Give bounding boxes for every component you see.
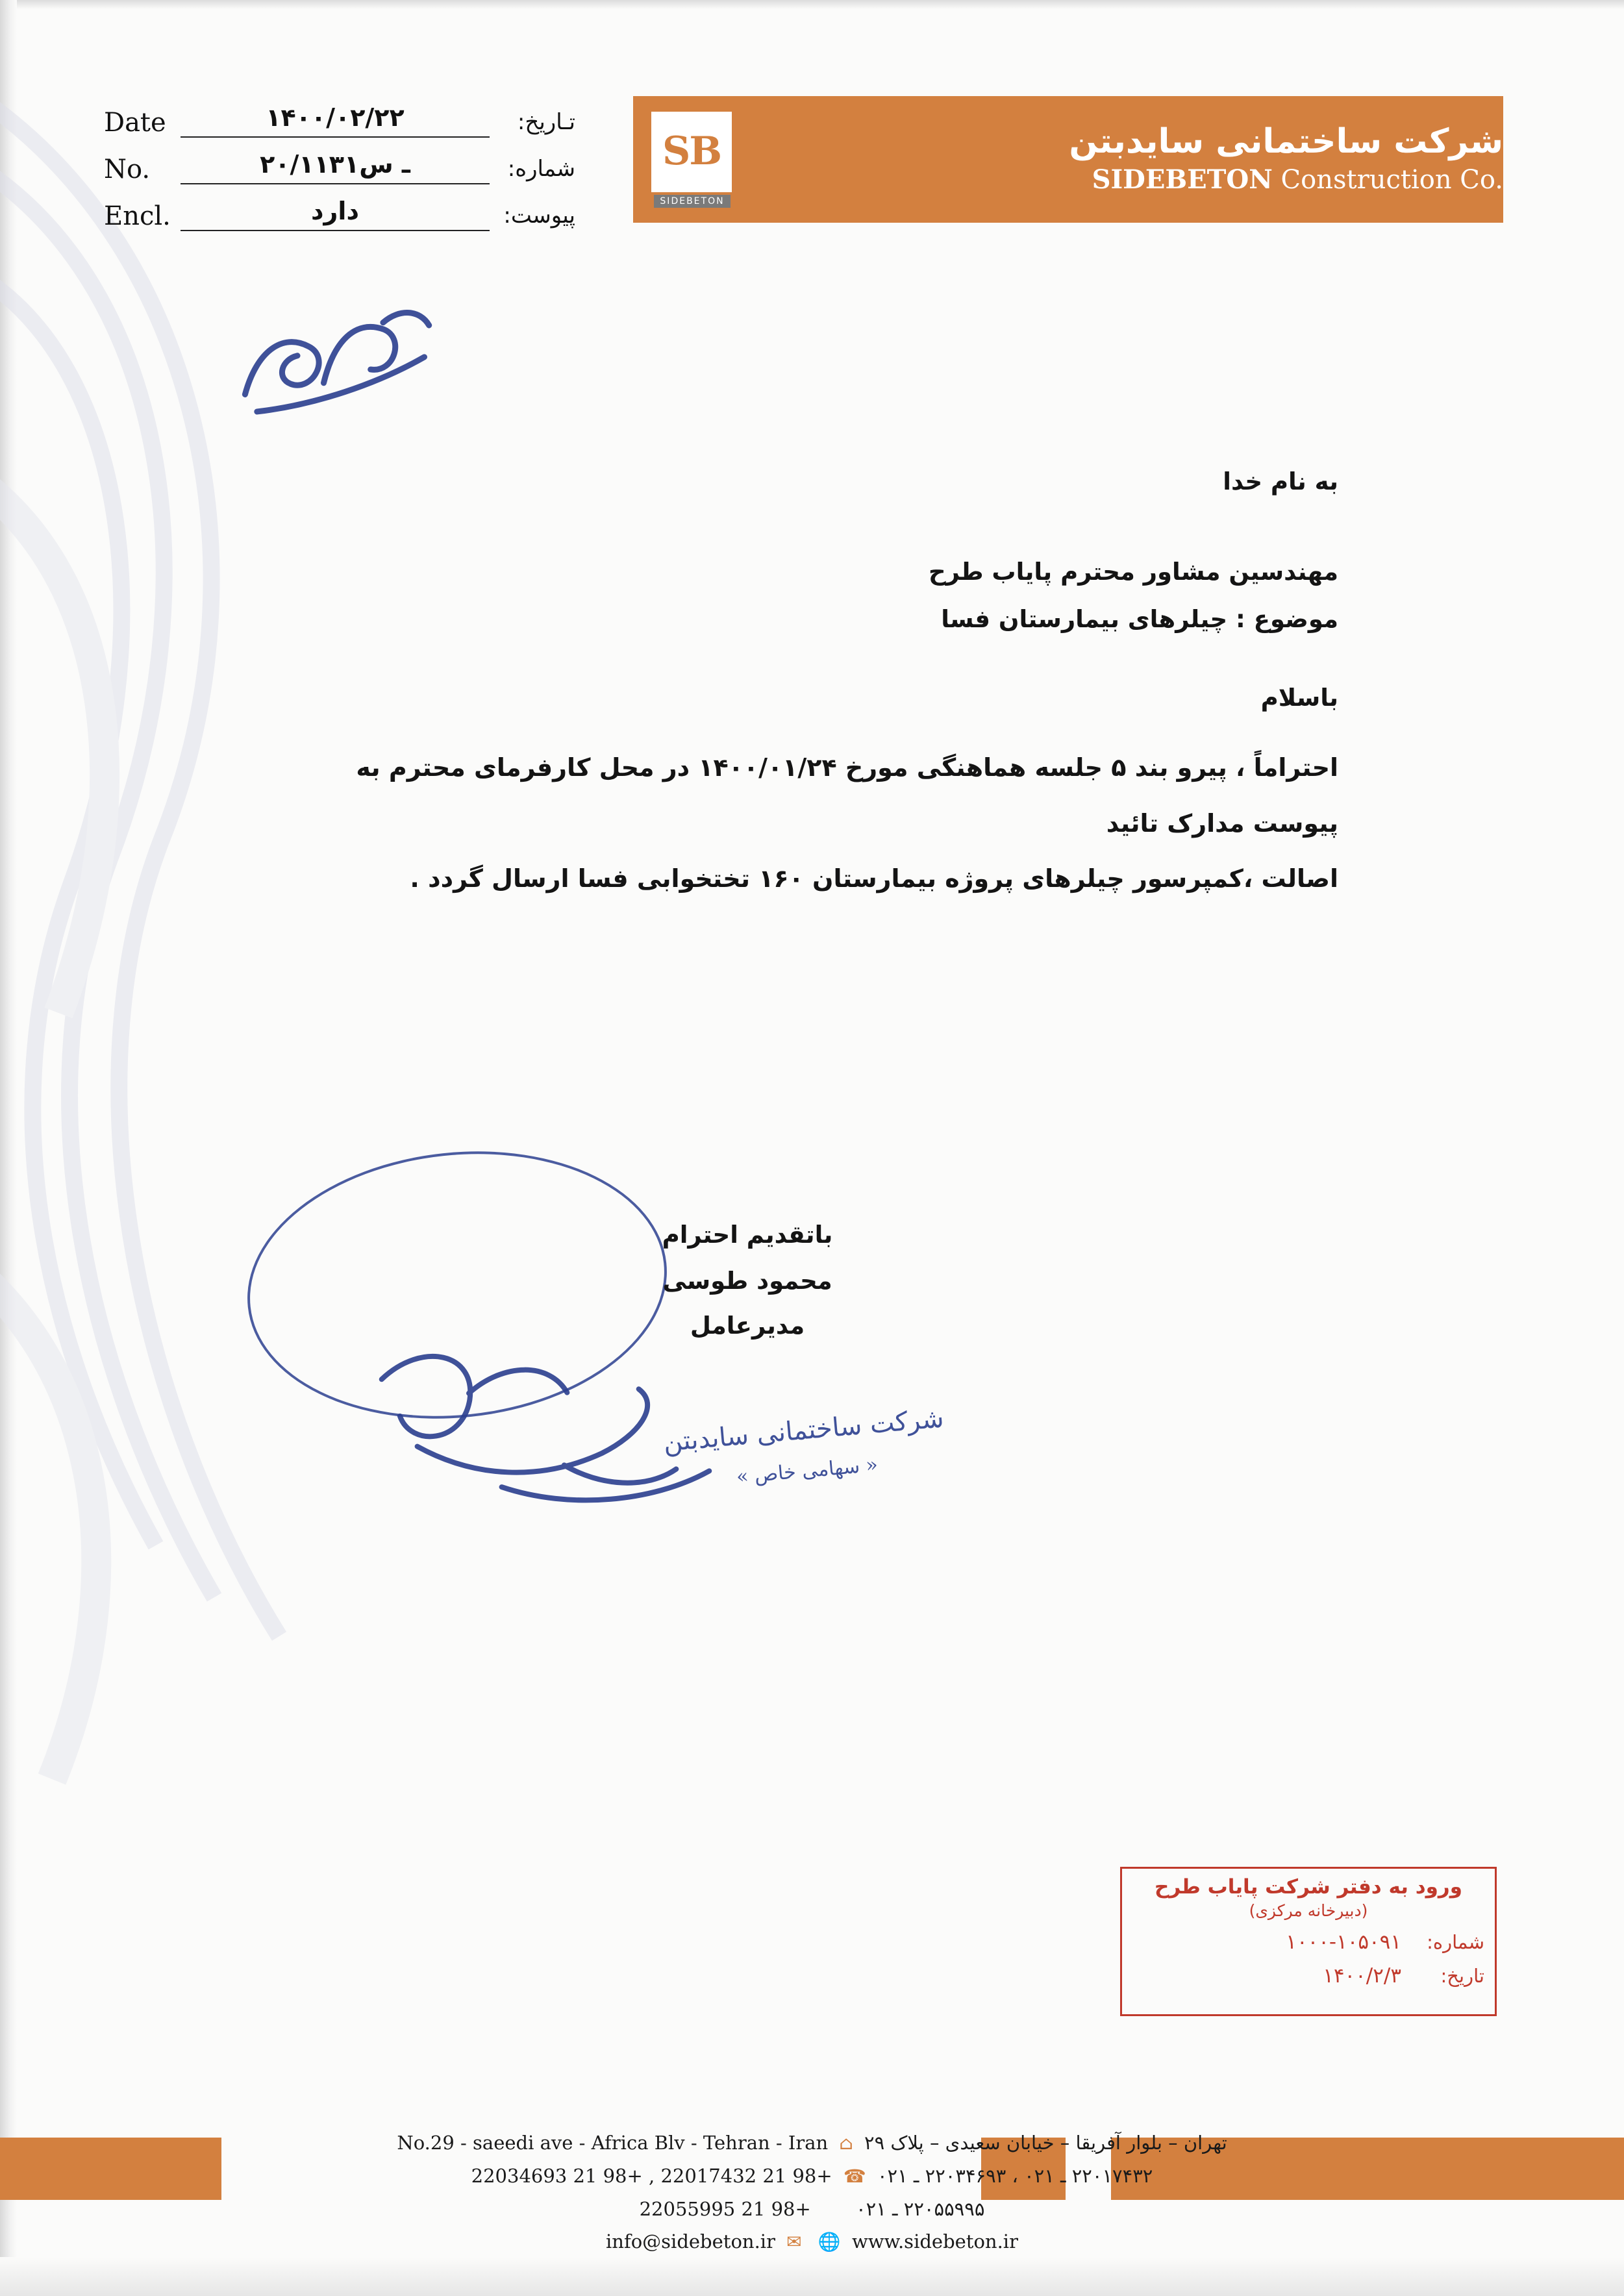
receiving-stamp-number-value: ۱۰۰۰-۱۰۵۰۹۱ xyxy=(1286,1930,1401,1954)
date-value: ۱۴۰۰/۰۲/۲۲ xyxy=(266,103,405,132)
receiving-stamp-date-label: تاریخ: xyxy=(1440,1965,1484,1987)
no-label-en: No. xyxy=(104,155,151,184)
meta-row-encl xyxy=(104,184,584,231)
footer-phone-en-1: +98 21 22017432 , +98 21 22034693 xyxy=(471,2164,832,2187)
phone-icon: ☎ xyxy=(843,2165,866,2187)
footer-phone-fa-1: ۲۲۰۱۷۴۳۲ ـ ۰۲۱ ، ۲۲۰۳۴۶۹۳ ـ ۰۲۱ xyxy=(877,2164,1153,2187)
scan-edge-left xyxy=(0,0,17,2296)
company-letterhead xyxy=(633,96,1503,223)
no-label-fa: شماره: xyxy=(507,156,575,182)
letter-body xyxy=(286,468,1338,907)
logo-mark-box xyxy=(651,112,732,192)
scan-edge-top xyxy=(0,0,1624,9)
globe-icon: 🌐 xyxy=(818,2231,841,2253)
encl-line xyxy=(181,197,490,231)
recipient-line: مهندسین مشاور محترم پایاب طرح xyxy=(929,558,1338,586)
footer-phone-row-1 xyxy=(0,2160,1624,2193)
company-seal-line-2: « سهامی خاص » xyxy=(735,1453,879,1489)
logo-wordmark: SIDEBETON xyxy=(654,195,731,208)
date-label-en: Date xyxy=(104,108,166,138)
meta-row-date xyxy=(104,91,584,138)
footer-phone-row-2 xyxy=(0,2193,1624,2226)
fax-stamp-ink xyxy=(216,273,453,441)
signature-closing: باتقدیم احترام xyxy=(662,1221,833,1249)
subject-line: موضوع : چیلرهای بیمارستان فسا xyxy=(941,605,1338,633)
letter-meta-block xyxy=(104,91,584,231)
date-line xyxy=(181,103,490,138)
receiving-stamp xyxy=(1120,1867,1497,2016)
footer-address-fa: تهران – بلوار آفریقا – خیابان سعیدی – پلاک ۲۹ xyxy=(864,2132,1227,2154)
receiving-stamp-title: ورود به دفتر شرکت پایاب طرح xyxy=(1155,1875,1462,1899)
footer-phone-fa-2: ۲۲۰۵۵۹۹۵ ـ ۰۲۱ xyxy=(856,2197,985,2220)
fax-handwritten-stamp xyxy=(216,273,453,441)
footer-address-row xyxy=(0,2127,1624,2160)
logo-mark-text: SB xyxy=(662,128,721,174)
encl-label-en: Encl. xyxy=(104,201,171,231)
encl-label-fa: پیوست: xyxy=(503,203,575,229)
meta-row-number xyxy=(104,138,584,184)
company-name-en xyxy=(810,164,1503,196)
paragraph-line-2: اصالت ،کمپرسور چیلرهای پروژه بیمارستان ۱۶۰ تختخوابی فسا ارسال گردد . xyxy=(410,864,1338,893)
company-logo xyxy=(633,112,751,208)
footer-email[interactable]: info@sidebeton.ir xyxy=(606,2230,775,2253)
footer-contact-info xyxy=(0,2127,1624,2258)
receiving-stamp-subtitle: (دبیرخانه مرکزی) xyxy=(1249,1901,1368,1920)
footer-website[interactable]: www.sidebeton.ir xyxy=(851,2230,1018,2253)
signature-title: مدیرعامل xyxy=(690,1312,805,1340)
receiving-stamp-number-label: شماره: xyxy=(1427,1931,1484,1953)
paragraph-line-1: احتراماً ، پیرو بند ۵ جلسه هماهنگی مورخ ۱۴۰۰/۰۱/۲۴ در محل کارفرمای محترم به پیوست مدارک تائید xyxy=(356,753,1338,838)
receiving-stamp-number-row xyxy=(1132,1930,1484,1954)
company-name-en-main: SIDEBETON xyxy=(1092,164,1273,195)
company-name-en-suffix: Construction Co. xyxy=(1280,165,1503,195)
date-label-fa: تـاریخ: xyxy=(517,109,575,135)
no-value: ۲۰/۱۱۳۱ـ س xyxy=(260,150,410,179)
scan-edge-bottom xyxy=(0,2257,1624,2296)
company-name-fa: شرکت ساختمانی سایدبتن xyxy=(1069,121,1503,161)
salutation-line: باسلام xyxy=(1260,684,1338,712)
mail-icon: ✉ xyxy=(786,2231,802,2253)
footer-phone-en-2: +98 21 22055995 xyxy=(639,2197,811,2220)
besmellah-line: به نام خدا xyxy=(1223,468,1338,495)
footer-web-row xyxy=(0,2225,1624,2258)
receiving-stamp-date-row xyxy=(1132,1964,1484,1988)
letterhead-text xyxy=(777,123,1503,197)
encl-value: دارد xyxy=(311,197,359,225)
no-line xyxy=(181,150,490,184)
home-icon: ⌂ xyxy=(839,2132,853,2154)
company-seal-line-1: شرکت ساختمانی سایدبتن xyxy=(662,1403,945,1458)
signature-name: محمود طوسی xyxy=(662,1267,832,1295)
receiving-stamp-date-value: ۱۴۰۰/۲/۳ xyxy=(1323,1964,1401,1988)
footer-address-en: No.29 - saeedi ave - Africa Blv - Tehran - Iran xyxy=(397,2132,829,2154)
